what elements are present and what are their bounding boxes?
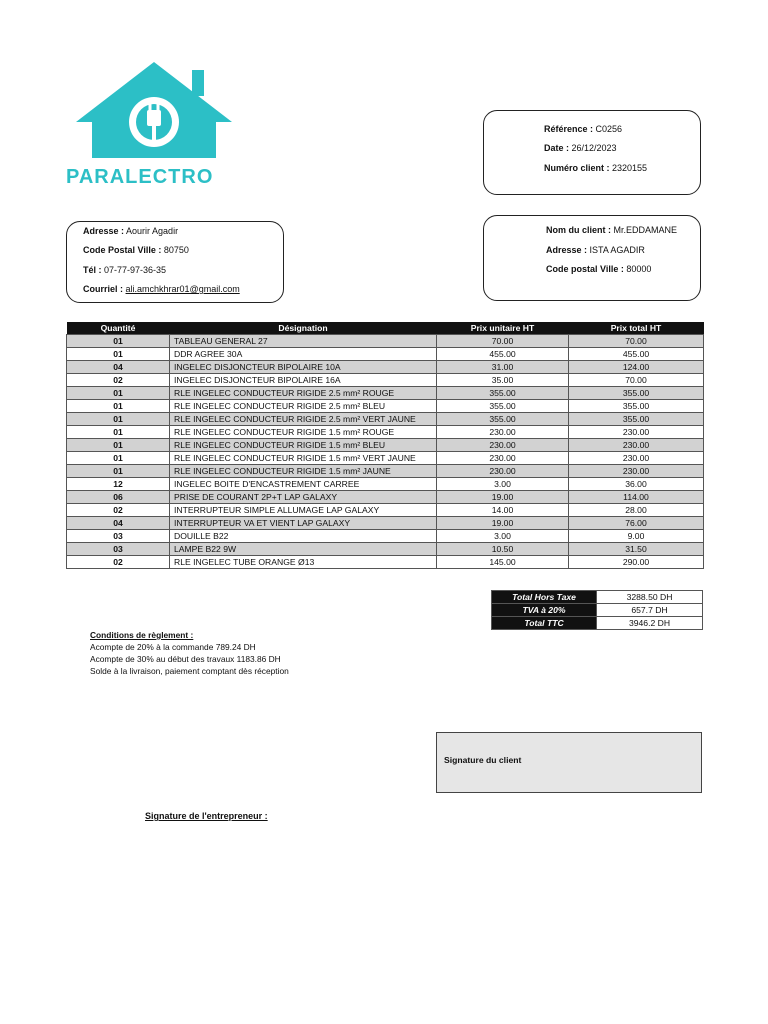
quantity-cell: 01 [67,439,170,452]
total-ht-label: Total Hors Taxe [492,591,597,604]
quantity-cell: 04 [67,361,170,374]
total-price-cell: 455.00 [569,348,704,361]
unit-price-cell: 230.00 [437,439,569,452]
unit-price-cell: 10.50 [437,543,569,556]
table-row [67,400,704,413]
table-row [67,335,704,348]
unit-price-cell: 3.00 [437,530,569,543]
quantity-cell: 03 [67,543,170,556]
company-postal-line: Code Postal Ville : 80750 [83,245,189,255]
table-row [67,387,704,400]
client-signature-label: Signature du client [444,755,522,765]
total-price-cell: 9.00 [569,530,704,543]
designation-cell: DOUILLE B22 [170,530,437,543]
total-ttc-label: Total TTC [492,617,597,630]
quantity-cell: 01 [67,452,170,465]
payment-conditions [90,629,289,677]
condition-line: Acompte de 30% au début des travaux 1183.86 DH [90,654,281,664]
designation-cell: RLE INGELEC CONDUCTEUR RIGIDE 2.5 mm² ROUGE [170,387,437,400]
brand-name: PARALECTRO [66,166,214,188]
table-row [67,361,704,374]
table-row [67,439,704,452]
designation-cell: INGELEC BOITE D'ENCASTREMENT CARREE [170,478,437,491]
unit-price-cell: 19.00 [437,491,569,504]
unit-price-cell: 14.00 [437,504,569,517]
unit-price-cell: 31.00 [437,361,569,374]
company-email-link[interactable]: ali.amchkhrar01@gmail.com [125,284,240,294]
client-postal-line: Code postal Ville : 80000 [546,264,652,274]
totals-table [491,590,703,630]
table-row [67,543,704,556]
quantity-cell: 06 [67,491,170,504]
total-price-cell: 230.00 [569,439,704,452]
designation-cell: RLE INGELEC CONDUCTEUR RIGIDE 1.5 mm² JAUNE [170,465,437,478]
unit-price-cell: 35.00 [437,374,569,387]
designation-cell: INGELEC DISJONCTEUR BIPOLAIRE 10A [170,361,437,374]
table-row [67,374,704,387]
quantity-cell: 01 [67,400,170,413]
header-total-price: Prix total HT [569,322,704,335]
table-row [67,452,704,465]
condition-line: Solde à la livraison, paiement comptant dès réception [90,666,289,676]
unit-price-cell: 355.00 [437,387,569,400]
client-box [483,215,701,301]
house-plug-icon [74,60,234,160]
company-address-box [66,221,284,303]
quantity-cell: 02 [67,504,170,517]
table-row [67,348,704,361]
quantity-cell: 01 [67,426,170,439]
client-number-line: Numéro client : 2320155 [544,163,648,173]
unit-price-cell: 70.00 [437,335,569,348]
unit-price-cell: 230.00 [437,465,569,478]
total-ht-value: 3288.50 DH [597,591,703,604]
header-designation: Désignation [170,322,437,335]
unit-price-cell: 3.00 [437,478,569,491]
total-price-cell: 230.00 [569,465,704,478]
total-price-cell: 355.00 [569,387,704,400]
quantity-cell: 01 [67,348,170,361]
tva-label: TVA à 20% [492,604,597,617]
header-unit-price: Prix unitaire HT [437,322,569,335]
table-row [67,504,704,517]
total-price-cell: 36.00 [569,478,704,491]
table-row [67,413,704,426]
quantity-cell: 02 [67,556,170,569]
designation-cell: RLE INGELEC CONDUCTEUR RIGIDE 2.5 mm² BLEU [170,400,437,413]
designation-cell: DDR AGREE 30A [170,348,437,361]
company-email-line: Courriel : ali.amchkhrar01@gmail.com [83,284,240,294]
designation-cell: RLE INGELEC CONDUCTEUR RIGIDE 1.5 mm² ROUGE [170,426,437,439]
table-row [67,426,704,439]
quantity-cell: 02 [67,374,170,387]
unit-price-cell: 455.00 [437,348,569,361]
header-quantity: Quantité [67,322,170,335]
quantity-cell: 01 [67,387,170,400]
conditions-title: Conditions de règlement : [90,630,194,640]
table-row [67,530,704,543]
total-ttc-row [492,617,703,630]
tva-value: 657.7 DH [597,604,703,617]
unit-price-cell: 19.00 [437,517,569,530]
invoice-info-box [483,110,701,195]
total-price-cell: 355.00 [569,400,704,413]
designation-cell: RLE INGELEC CONDUCTEUR RIGIDE 1.5 mm² BLEU [170,439,437,452]
unit-price-cell: 355.00 [437,400,569,413]
client-signature-box[interactable] [436,732,702,793]
designation-cell: PRISE DE COURANT 2P+T LAP GALAXY [170,491,437,504]
total-price-cell: 70.00 [569,335,704,348]
designation-cell: TABLEAU GENERAL 27 [170,335,437,348]
total-price-cell: 114.00 [569,491,704,504]
quantity-cell: 12 [67,478,170,491]
total-price-cell: 31.50 [569,543,704,556]
designation-cell: INTERRUPTEUR SIMPLE ALLUMAGE LAP GALAXY [170,504,437,517]
quantity-cell: 01 [67,413,170,426]
total-price-cell: 355.00 [569,413,704,426]
unit-price-cell: 145.00 [437,556,569,569]
total-price-cell: 230.00 [569,452,704,465]
condition-line: Acompte de 20% à la commande 789.24 DH [90,642,256,652]
table-row [67,465,704,478]
company-logo [66,60,238,192]
date-line: Date : 26/12/2023 [544,143,617,153]
designation-cell: RLE INGELEC CONDUCTEUR RIGIDE 2.5 mm² VERT JAUNE [170,413,437,426]
entrepreneur-signature-label: Signature de l'entrepreneur : [145,811,268,821]
designation-cell: LAMPE B22 9W [170,543,437,556]
client-address-line: Adresse : ISTA AGADIR [546,245,645,255]
total-price-cell: 124.00 [569,361,704,374]
unit-price-cell: 355.00 [437,413,569,426]
designation-cell: INGELEC DISJONCTEUR BIPOLAIRE 16A [170,374,437,387]
reference-line: Référence : C0256 [544,124,623,134]
unit-price-cell: 230.00 [437,426,569,439]
total-price-cell: 230.00 [569,426,704,439]
quantity-cell: 03 [67,530,170,543]
tva-row [492,604,703,617]
quantity-cell: 01 [67,335,170,348]
table-header-row [67,322,704,335]
table-row [67,556,704,569]
total-price-cell: 28.00 [569,504,704,517]
designation-cell: INTERRUPTEUR VA ET VIENT LAP GALAXY [170,517,437,530]
quantity-cell: 01 [67,465,170,478]
items-table [66,322,704,569]
table-row [67,517,704,530]
company-address-line: Adresse : Aourir Agadir [83,226,179,236]
total-price-cell: 76.00 [569,517,704,530]
designation-cell: RLE INGELEC CONDUCTEUR RIGIDE 1.5 mm² VERT JAUNE [170,452,437,465]
total-ht-row [492,591,703,604]
total-ttc-value: 3946.2 DH [597,617,703,630]
client-name-line: Nom du client : Mr.EDDAMANE [546,225,678,235]
unit-price-cell: 230.00 [437,452,569,465]
quantity-cell: 04 [67,517,170,530]
table-row [67,491,704,504]
company-phone-line: Tél : 07-77-97-36-35 [83,265,167,275]
total-price-cell: 290.00 [569,556,704,569]
total-price-cell: 70.00 [569,374,704,387]
designation-cell: RLE INGELEC TUBE ORANGE Ø13 [170,556,437,569]
table-row [67,478,704,491]
